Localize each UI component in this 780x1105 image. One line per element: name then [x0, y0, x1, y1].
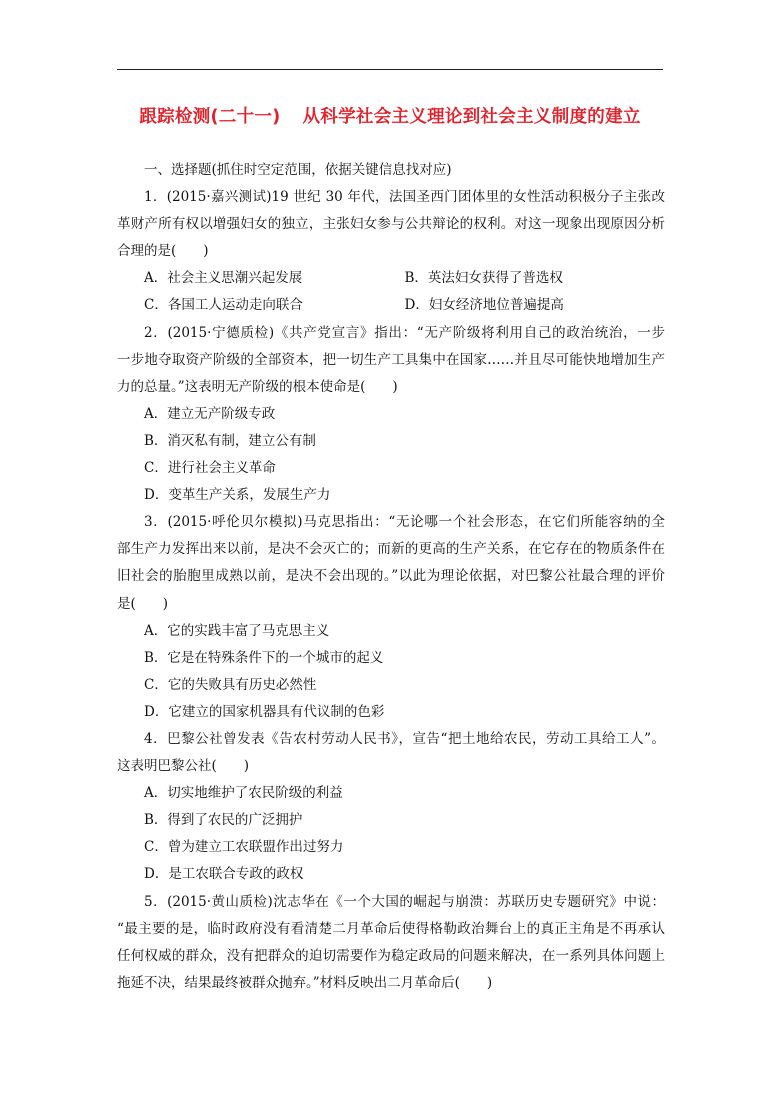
title-part-1: 跟踪检测(二十一) [139, 107, 281, 127]
question-line: 拖延不决，结果最终被群众抛弃。”材料反映出二月革命后( ) [117, 974, 493, 991]
option-b: B．消灭私有制，建立公有制 [144, 432, 316, 449]
question-line: 是( ) [117, 595, 169, 612]
option-c: C．各国工人运动走向联合 [144, 297, 303, 314]
question-5 [117, 889, 665, 997]
question-3 [117, 509, 665, 726]
question-line: 一步地夺取资产阶级的全部资本，把一切生产工具集中在国家……并且尽可能快地增加生产 [117, 351, 665, 368]
question-line: 1．(2015·嘉兴测试)19 世纪 30 年代，法国圣西门团体里的女性活动积极分子主张改 [144, 189, 665, 206]
option-d: D．它建立的国家机器具有代议制的色彩 [144, 703, 385, 720]
option-d: D．是工农联合专政的政权 [144, 866, 304, 883]
question-content [117, 157, 665, 997]
question-line: 4．巴黎公社曾发表《告农村劳动人民书》，宣告“把土地给农民，劳动工具给工人”。 [144, 730, 665, 747]
question-line: 部生产力发挥出来以前，是决不会灭亡的；而新的更高的生产关系，在它存在的物质条件在 [117, 541, 665, 558]
options-row [117, 265, 665, 292]
question-line: “最主要的是，临时政府没有看清楚二月革命后使得格勒政治舞台上的真正主角是不再承认 [117, 920, 665, 937]
option-c: C．它的失败具有历史必然性 [144, 676, 317, 693]
options-row [117, 292, 665, 319]
option-d: D．妇女经济地位普遍提高 [404, 297, 564, 314]
question-4 [117, 726, 665, 889]
question-line: 2．(2015·宁德质检)《共产党宣言》指出：“无产阶级将利用自己的政治统治，一步 [144, 324, 665, 341]
question-line: 5．(2015·黄山质检)沈志华在《一个大国的崛起与崩溃：苏联历史专题研究》中说： [144, 893, 665, 910]
option-a: A．切实地维护了农民阶级的利益 [144, 785, 343, 802]
option-c: C．曾为建立工农联盟作出过努力 [144, 839, 344, 856]
question-line: 旧社会的胎胞里成熟以前，是决不会出现的。”以此为理论依据，对巴黎公社最合理的评价 [117, 568, 665, 585]
question-2 [117, 320, 665, 510]
question-line: 力的总量。”这表明无产阶级的根本使命是( ) [117, 378, 398, 395]
option-b: B．得到了农民的广泛拥护 [144, 812, 303, 829]
option-b: B．它是在特殊条件下的一个城市的起义 [144, 649, 384, 666]
header-rule [117, 69, 663, 70]
question-1 [117, 184, 665, 319]
question-line: 任何权威的群众，没有把群众的迫切需要作为稳定政局的问题来解决，在一系列具体问题上 [117, 947, 665, 964]
title-part-2: 从科学社会主义理论到社会主义制度的建立 [302, 107, 641, 127]
question-line: 3．(2015·呼伦贝尔模拟)马克思指出：“无论哪一个社会形态，在它们所能容纳的全 [144, 514, 665, 531]
question-line: 革财产所有权以增强妇女的独立，主张妇女参与公共辩论的权利。对这一现象出现原因分析 [117, 216, 665, 233]
section-heading: 一、选择题(抓住时空定范围，依据关键信息找对应) [144, 162, 452, 178]
option-b: B．英法妇女获得了普选权 [404, 270, 563, 287]
page-title [0, 103, 780, 128]
option-a: A．社会主义思潮兴起发展 [144, 270, 303, 287]
question-line: 合理的是( ) [117, 243, 209, 260]
question-line: 这表明巴黎公社( ) [117, 758, 250, 775]
option-a: A．它的实践丰富了马克思主义 [144, 622, 330, 639]
option-c: C．进行社会主义革命 [144, 460, 276, 477]
option-d: D．变革生产关系，发展生产力 [144, 487, 331, 504]
option-a: A．建立无产阶级专政 [144, 405, 276, 422]
